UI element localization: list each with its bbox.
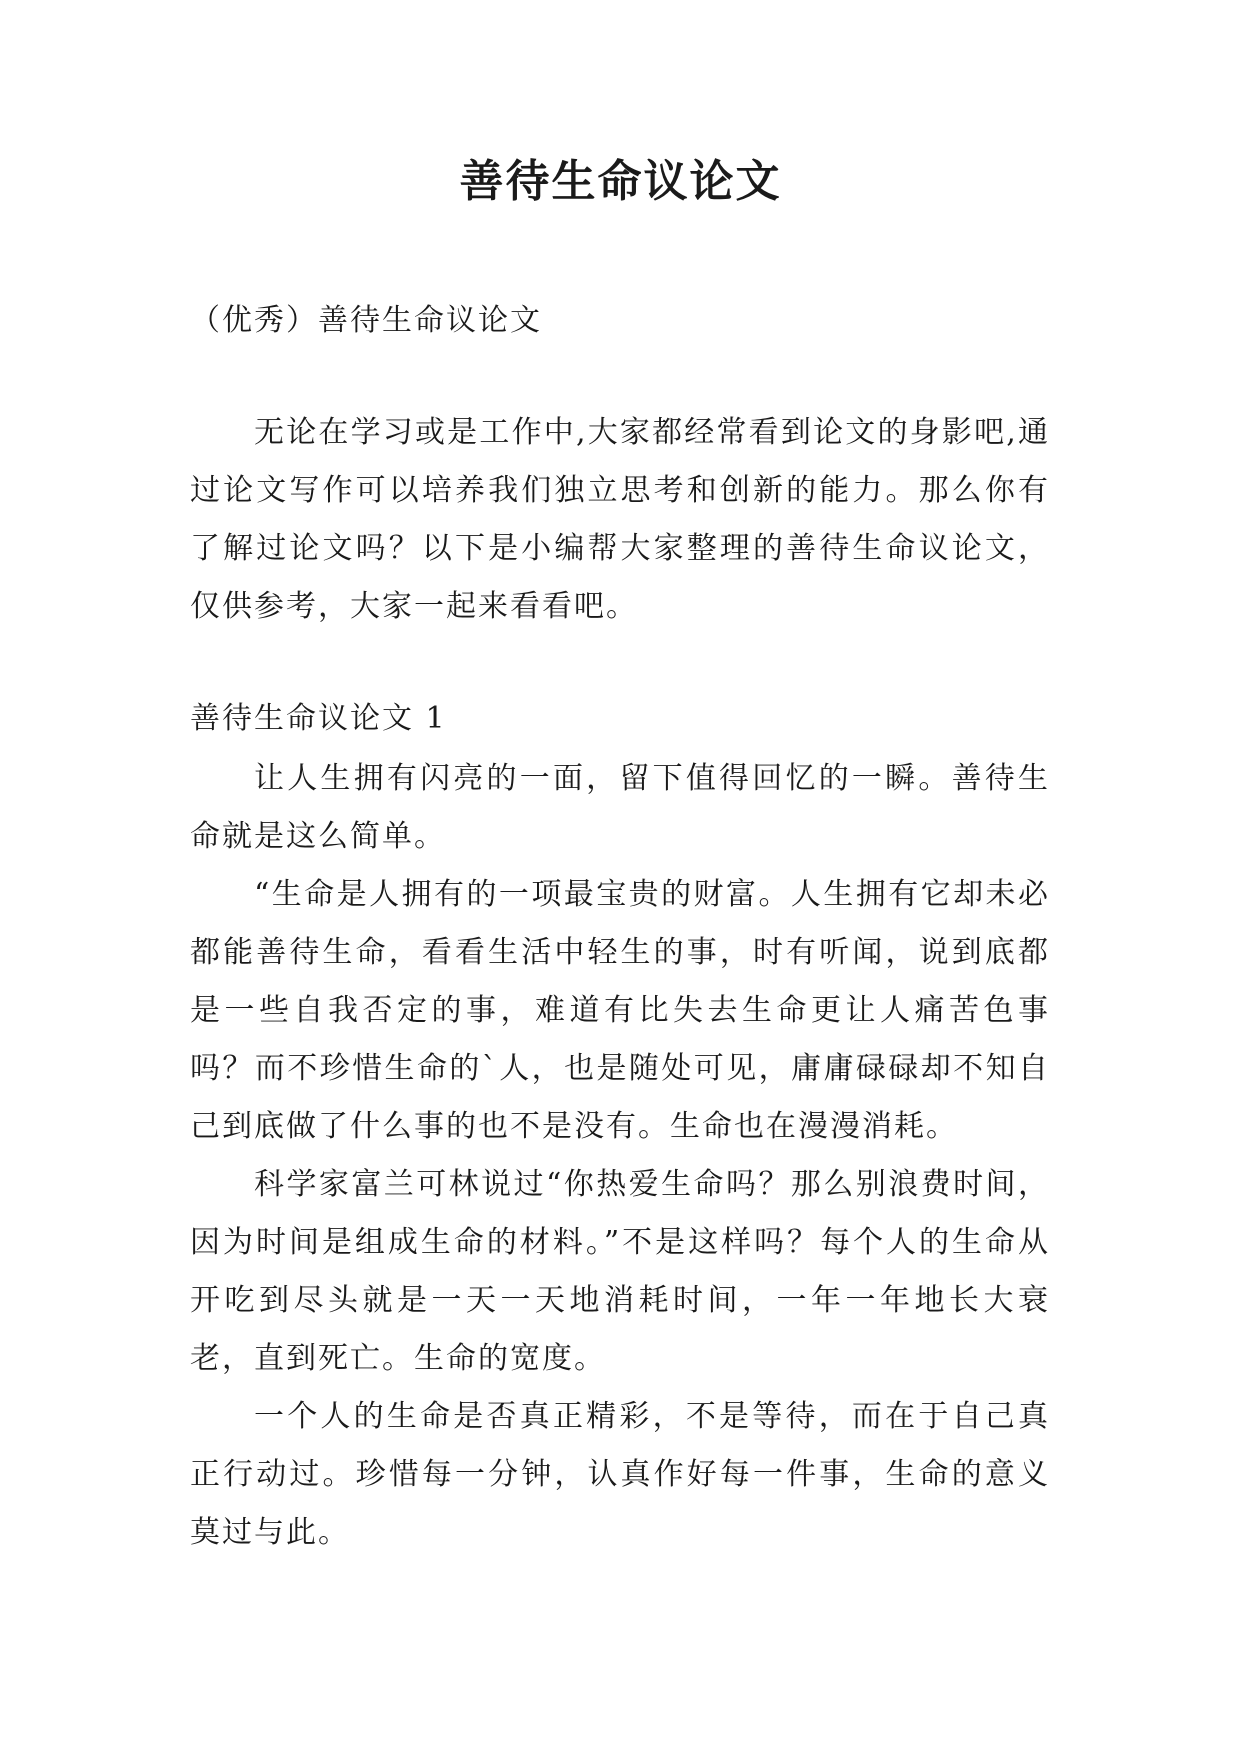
document-title: 善待生命议论文 xyxy=(459,156,782,207)
body-paragraph-4: 一个人的生命是否真正精彩，不是等待，而在于自己真正行动过。珍惜每一分钟，认真作好每一件事，生命的意义莫过与此。 xyxy=(190,1399,1050,1550)
body-paragraph-1: 让人生拥有闪亮的一面，留下值得回忆的一瞬。善待生命就是这么简单。 xyxy=(190,761,1050,854)
body-paragraph-3: 科学家富兰可林说过“你热爱生命吗？那么别浪费时间，因为时间是组成生命的材料。”不是这样吗？每个人的生命从开吃到尽头就是一天一天地消耗时间，一年一年地长大衰老，直到死亡。生命的宽度。 xyxy=(190,1167,1050,1376)
body-paragraph-2: “生命是人拥有的一项最宝贵的财富。人生拥有它却未必都能善待生命，看看生活中轻生的事，时有听闻，说到底都是一些自我否定的事，难道有比失去生命更让人痛苦色事吗？而不珍惜生命的`人，也是随处可见，庸庸碌碌却不知自己到底做了什么事的也不是没有。生命也在漫漫消耗。 xyxy=(190,877,1050,1144)
section-heading: 善待生命议论文 1 xyxy=(190,701,447,736)
intro-paragraph: 无论在学习或是工作中,大家都经常看到论文的身影吧,通过论文写作可以培养我们独立思考和创新的能力。那么你有了解过论文吗？以下是小编帮大家整理的善待生命议论文，仅供参考，大家一起来看看吧。 xyxy=(190,415,1050,624)
document-subtitle: （优秀）善待生命议论文 xyxy=(190,303,542,338)
section-body xyxy=(190,750,1050,1562)
